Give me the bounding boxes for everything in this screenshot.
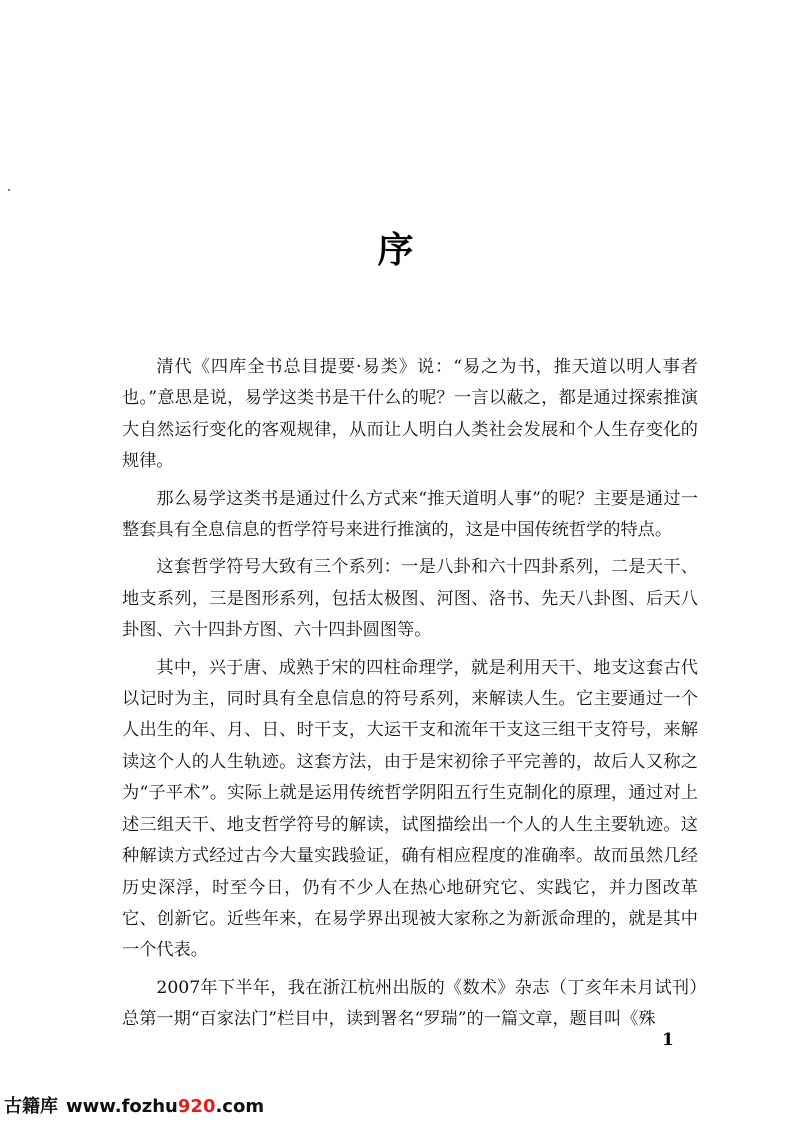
watermark-name: 古籍库 (4, 1096, 58, 1117)
paragraph: 2007年下半年，我在浙江杭州出版的《数术》杂志（丁亥年未月试刊）总第一期“百家法门”栏目中，读到署名“罗瑞”的一篇文章，题目叫《殊 (122, 977, 698, 1030)
paragraph: 其中，兴于唐、成熟于宋的四柱命理学，就是利用天干、地支这套古代以记时为主，同时具有全息信息的符号系列，来解读人生。它主要通过一个人出生的年、月、日、时干支，大运干支和流年干支这三组干支符号，来解读这个人的人生轨迹。这套方法，由于是宋初徐子平完善的，故后人又称之为“子平术”。实际上就是运用传统哲学阴阳五行生克制化的原理，通过对上述三组天干、地支哲学符号的解读，试图描绘出一个人的人生主要轨迹。这种解读方式经过古今大量实践验证，确有相应程度的准确率。故而虽然几经历史深浮，时至今日，仍有不少人在热心地研究它、实践它，并力图改革它、创新它。近些年来，在易学界出现被大家称之为新派命理的，就是其中一个代表。 (122, 657, 698, 961)
watermark-domain-suffix: .com (215, 1096, 265, 1117)
paragraph: 清代《四库全书总目提要·易类》说：“易之为书，推天道以明人事者也。”意思是说，易学这类书是干什么的呢？一言以蔽之，都是通过探索推演大自然运行变化的客观规律，从而让人明白人类社会发展和个人生存变化的规律。 (122, 357, 698, 472)
scan-speck (8, 189, 10, 191)
page-title: 序 (377, 229, 416, 271)
watermark-domain-prefix: www.fozhu (66, 1096, 178, 1117)
body-text (122, 352, 698, 1042)
paragraph: 那么易学这类书是通过什么方式来“推天道明人事”的呢？主要是通过一整套具有全息信息的哲学符号来进行推演的，这是中国传统哲学的特点。 (122, 488, 698, 541)
watermark (4, 1092, 264, 1118)
watermark-domain-digits: 920 (177, 1096, 216, 1117)
page-number: 1 (662, 1030, 674, 1050)
paragraph: 这套哲学符号大致有三个系列：一是八卦和六十四卦系列，二是天干、地支系列，三是图形系列，包括太极图、河图、洛书、先天八卦图、后天八卦图、六十四卦方图、六十四卦圆图等。 (122, 557, 698, 641)
